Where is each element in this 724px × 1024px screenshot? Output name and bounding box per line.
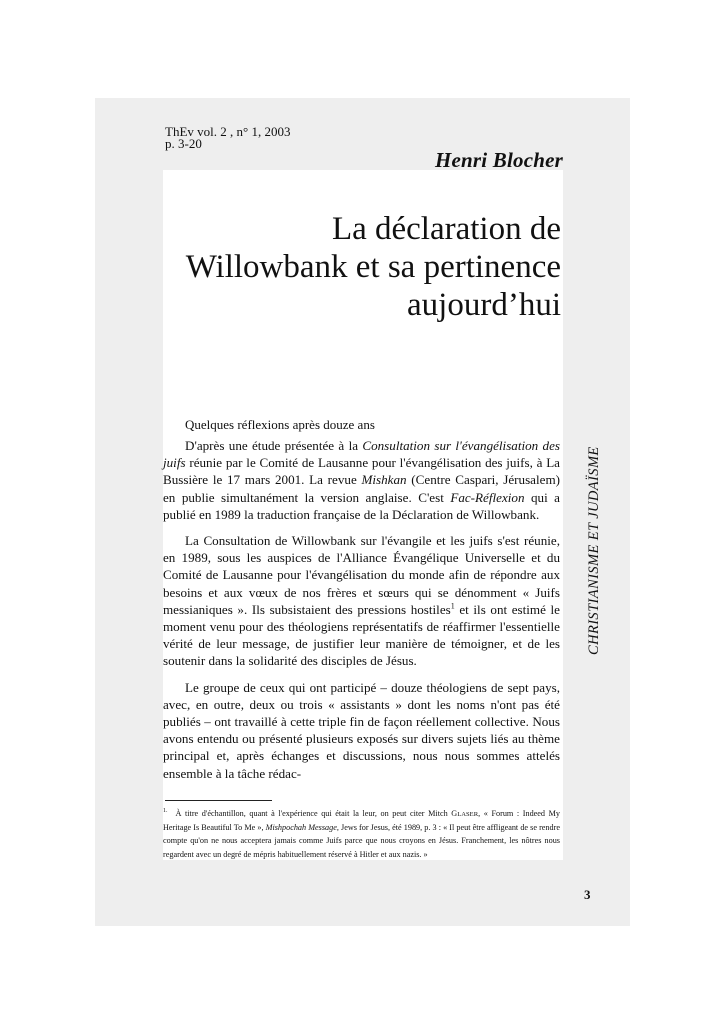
title-line-1: La déclaration de <box>331 211 561 247</box>
page-number: 3 <box>584 887 591 902</box>
footnote-reference[interactable]: 1 <box>450 601 455 611</box>
article-subtitle: Quelques réflexions après douze ans <box>185 417 375 432</box>
journal-pages: p. 3-20 <box>165 136 202 151</box>
footnote-number: 1. <box>163 808 168 815</box>
paragraph-1: D'après une étude présentée à la Consultation sur l'évangélisation des juifs réunie par le Comité de Lausanne pour l'évangélisation des juifs, à La Bussière le 17 mars 2001. La revue Mishkan (Centre Caspari, Jérusalem) en publie simultanément la version anglaise. C'est Fac-Réflexion qui a publié en 1989 la traduction française de la Déclaration de Willowbank. <box>163 438 560 522</box>
footnote-1: $^{1.}$ À titre d'échantillon, quant à l'expérience qui était la leur, on peut citer Mitch GLASER, « Forum : Indeed My Heritage Is Beautiful To Me », Mishpochah Message, Jews for Jesus, été 1989, p. 3 : « Il peut être affligeant de se rendre compte qu'on ne nous acceptera jamais comme Juifs parce que nous croyons en Jésus. Franchement, les nôtres nous regardent avec un degré de mépris habituellement réservé à Hitler et aux nazis. » <box>163 808 561 859</box>
title-line-3: aujourd’hui <box>407 287 561 323</box>
author-name: Henri Blocher <box>434 148 563 172</box>
footnote-divider <box>165 800 272 801</box>
section-label: CHRISTIANISME ET JUDAÏSME <box>586 446 602 655</box>
paragraph-3: Le groupe de ceux qui ont participé – douze théologiens de sept pays, avec, en outre, deux ou trois « assistants » dont les noms n'ont pas été publiés – ont travaillé à cette triple fin de façon réellement collective. Nous avons entendu ou présenté plusieurs exposés sur divers sujets liés au thème principal et, après échanges et discussions, nous nous sommes attelés ensemble à la tâche rédac- <box>163 679 560 781</box>
journal-reference <box>165 126 290 150</box>
article-body <box>163 437 560 782</box>
paragraph-2: La Consultation de Willowbank sur l'évangile et les juifs s'est réunie, en 1989, sous les auspices de l'Alliance Évangélique Universelle et du Comité de Lausanne pour l'évangélisation du monde afin de répondre aux besoins et aux vœux de nos frères et sœurs qui se dénomment « Juifs messianiques ». Ils subsistaient des pressions hostiles$^1$ et ils ont estimé le moment venu pour des théologiens représentatifs de réaffirmer l'essentielle vérité de leur message, de justifier leur manière de témoigner, et de les soutenir dans la solidarité des disciples de Jésus. <box>163 533 560 669</box>
journal-volume: ThEv vol. 2 , n° 1, 2003 <box>165 124 291 139</box>
article-title <box>163 210 561 324</box>
title-line-2: Willowbank et sa pertinence <box>185 249 561 285</box>
